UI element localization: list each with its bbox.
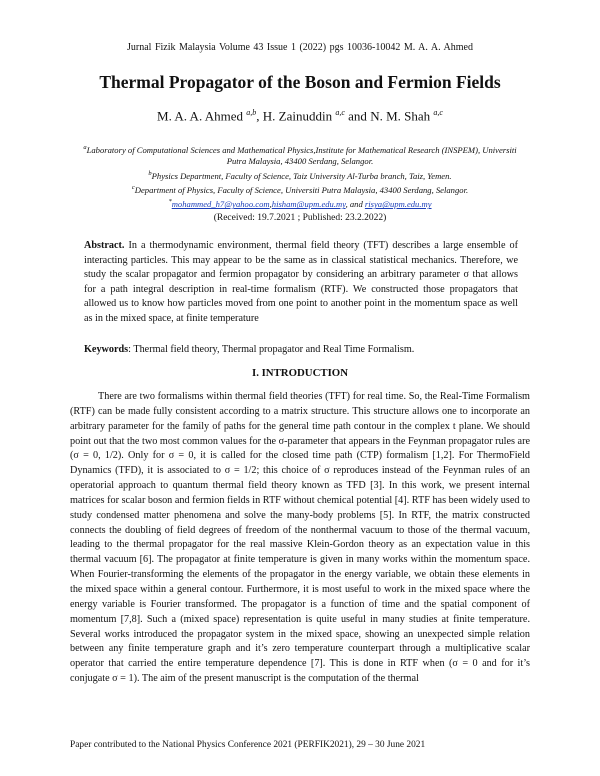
author-affil-mark: a,b bbox=[246, 108, 257, 117]
affiliation-text: Laboratory of Computational Sciences and Mathematical Physics,Institute for Mathematical Research (INSPEM), Universiti Putra Malaysia, 43400 Serdang, Selangor. bbox=[86, 144, 517, 167]
corresponding-mark: * bbox=[168, 198, 172, 206]
keywords bbox=[84, 344, 518, 355]
keywords-label: Keywords bbox=[84, 344, 129, 355]
author-name: N. M. Shah bbox=[370, 108, 434, 124]
introduction-paragraph: There are two formalisms within thermal field theories (TFT) for real time. So, the Real-Time Formalism (RTF) can be made fully consistent according to a matrix structure. This structure allows one to incorporate an arbitrary parameter for the family of paths for the general time path contour in the complex t plane. We should point out that the two most common values for the σ-parameter that appears in the Feynman propagator rules are (σ = 0, 1/2). Only for σ = 0, it is called for the closed time path (CTP) formalism [1,2]. For ThermoField Dynamics (TFD), it is associated to σ = 1/2; this choice of σ reproduces instead of the Feynman rules of an operatorial approach to quantum thermal field theory known as TFD [3]. In this work, we present internal matrices for scalar boson and fermion fields in RTF without chemical potential [4]. RTF has been widely used to study condensed matter phenomena and solve the many-body problems [5]. In RTF, the matrix constructed connects the doubling of field degrees of freedom of the nonthermal vacuum to those of the thermal vacuum, leading to the thermal propagator for the real massive Klein-Gordon theory as an expectation value in this thermal vacuum [6]. The propagator at finite temperature is given in many works within the momentum space. When Fourier-transforming the elements of the propagator in the energy variable, we obtain these elements in the mixed space within a general contour. Furthermore, it is most useful to work in the mixed space where the energy variable is Fourier transformed. The propagator is a function of time and the spatial component of momentum [7,8]. Such a (mixed space) representation is quite useful in many studies at finite temperature. Several works introduced the propagator system in the mixed space, showing an unexpected simple relation between any finite temperature graph and it’s zero temperature counterpart through a multiplicative scalar operator that carried the entire temperature dependence [7]. This is done in RTF when (σ = 0 and for it’s conjugate σ = 1). The aim of the present manuscript is the computation of the thermal bbox=[70, 391, 530, 685]
affiliation-item bbox=[82, 142, 518, 168]
affiliation-item bbox=[82, 182, 518, 196]
affiliation-mark: b bbox=[148, 169, 152, 177]
author-affil-mark: a,c bbox=[433, 108, 443, 117]
abstract-text: In a thermodynamic environment, thermal field theory (TFT) describes a large ensemble of interacting particles. This may appear to be the same as in classical statistical mechanics. Therefore, we study the scalar propagator and fermion propagator by considering an arbitrary parameter σ that allows for a path integral description in real-time formalism (RTF). We constructed those propagators that allowed us to know how particles moved from one point to another point in the momentum space as well as in the mixed space, at finite temperature bbox=[84, 240, 518, 324]
author-list bbox=[0, 108, 600, 124]
email-separator: , bbox=[269, 199, 272, 210]
email-separator: , and bbox=[345, 199, 365, 210]
running-header: Jurnal Fizik Malaysia Volume 43 Issue 1 (2022) pgs 10036-10042 M. A. A. Ahmed bbox=[127, 42, 473, 53]
affiliation-mark: c bbox=[131, 183, 135, 191]
keywords-text: : Thermal field theory, Thermal propagator and Real Time Formalism. bbox=[128, 344, 415, 355]
affiliation-text: Physics Department, Faculty of Science, Taiz University Al-Turba branch, Taiz, Yemen. bbox=[151, 170, 452, 181]
author-name: M. A. A. Ahmed bbox=[157, 108, 247, 124]
affiliation-mark: a bbox=[83, 144, 87, 151]
author-separator: and bbox=[344, 108, 371, 124]
email-link-shah[interactable]: risya@upm.edu.my bbox=[364, 199, 432, 210]
page-footer: Paper contributed to the National Physics Conference 2021 (PERFIK2021), 29 – 30 June 2021 bbox=[70, 740, 426, 750]
section-heading-introduction: I. INTRODUCTION bbox=[252, 367, 348, 379]
affiliation-item bbox=[82, 168, 518, 182]
author-affil-mark: a,c bbox=[335, 108, 345, 117]
email-link-ahmed[interactable]: mohammed_h7@yahoo.com bbox=[171, 199, 270, 210]
abstract-label: Abstract. bbox=[84, 240, 125, 251]
email-line bbox=[82, 196, 518, 210]
affiliations bbox=[82, 142, 518, 210]
author-name: H. Zainuddin bbox=[262, 108, 336, 124]
received-dates: (Received: 19.7.2021 ; Published: 23.2.2022) bbox=[213, 213, 387, 223]
paper-title: Thermal Propagator of the Boson and Fermion Fields bbox=[99, 72, 501, 92]
affiliation-text: Department of Physics, Faculty of Science, Universiti Putra Malaysia, 43400 Serdang, Selangor. bbox=[134, 184, 469, 195]
abstract bbox=[84, 239, 518, 326]
author-separator: , bbox=[256, 108, 263, 124]
email-link-zainuddin[interactable]: hisham@upm.edu.my bbox=[271, 199, 346, 210]
